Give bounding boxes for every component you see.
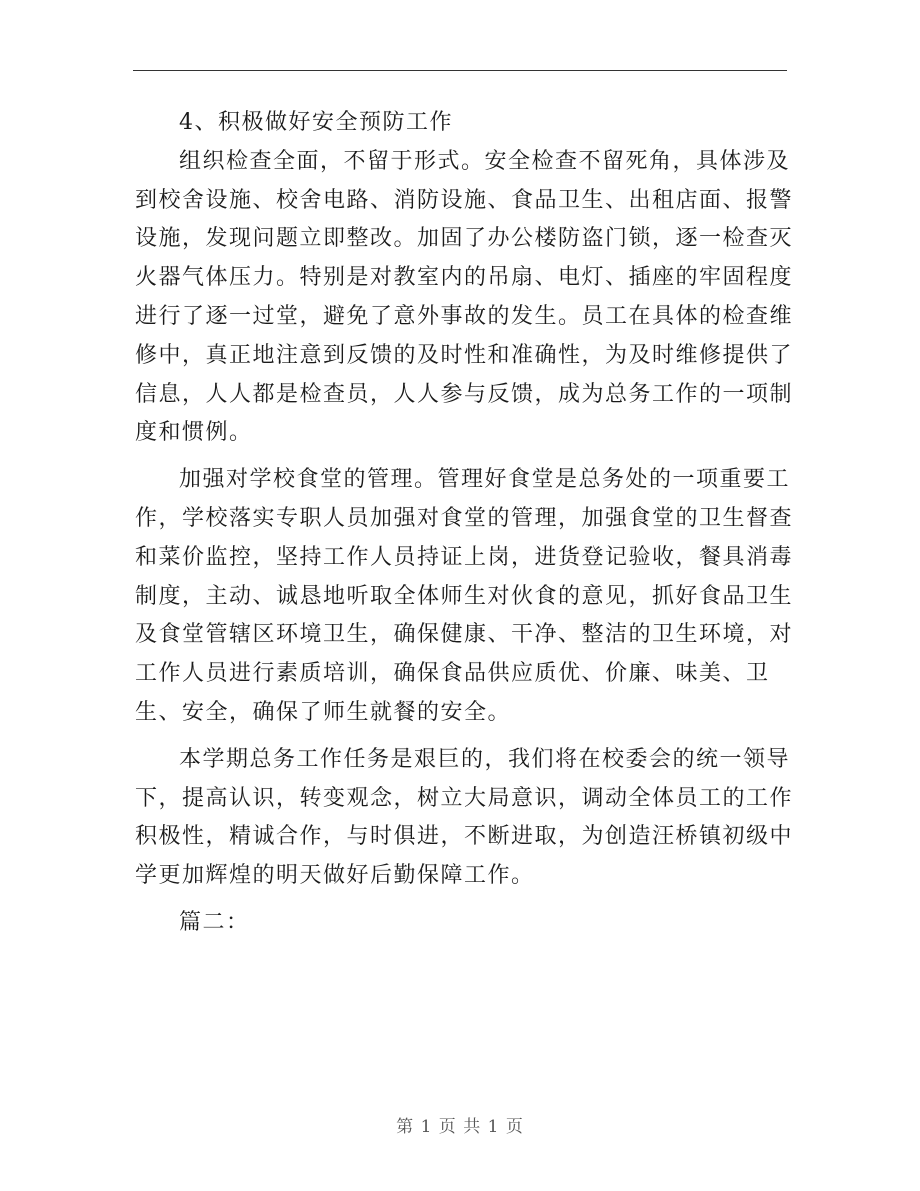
paragraph-line: 及食堂管辖区环境卫生，确保健康、干净、整洁的卫生环境，对 [135,622,794,648]
paragraph-line: 生、安全，确保了师生就餐的安全。 [135,699,512,725]
paragraph-line: 和菜价监控，坚持工作人员持证上岗，进货登记验收，餐具消毒 [135,544,794,570]
paragraph-line: 修中，真正地注意到反馈的及时性和准确性，为及时维修提供了 [135,342,794,368]
paragraph-line: 加强对学校食堂的管理。管理好食堂是总务处的一项重要工 [179,467,791,493]
page-indicator: 第 1 页 共 1 页 [396,1117,524,1137]
paragraph-line: 度和惯例。 [135,420,253,446]
paragraph-line: 信息，人人都是检查员，人人参与反馈，成为总务工作的一项制 [135,381,794,407]
paragraph-safety-inspection [135,143,794,453]
section-label: 篇二： [179,909,250,935]
header-rule [133,70,787,71]
paragraph-line: 本学期总务工作任务是艰巨的，我们将在校委会的统一领导 [179,746,791,772]
paragraph-line: 设施，发现问题立即整改。加固了办公楼防盗门锁，逐一检查灭 [135,226,794,252]
section-heading: 4、积极做好安全预防工作 [179,110,453,135]
paragraph-line: 作，学校落实专职人员加强对食堂的管理，加强食堂的卫生督查 [135,505,794,531]
paragraph-line: 组织检查全面，不留于形式。安全检查不留死角，具体涉及 [179,148,791,174]
paragraph-line: 到校舍设施、校舍电路、消防设施、食品卫生、出租店面、报警 [135,187,794,213]
paragraph-canteen-management [135,461,794,733]
paragraph-line: 下，提高认识，转变观念，树立大局意识，调动全体员工的工作 [135,785,794,811]
document-body [135,104,794,943]
paragraph-line: 火器气体压力。特别是对教室内的吊扇、电灯、插座的牢固程度 [135,265,794,291]
paragraph-line: 制度，主动、诚恳地听取全体师生对伙食的意见，抓好食品卫生 [135,583,794,609]
paragraph-line: 工作人员进行素质培训，确保食品供应质优、价廉、味美、卫 [135,661,770,687]
paragraph-line: 积极性，精诚合作，与时俱进，不断进取，为创造汪桥镇初级中 [135,824,794,850]
paragraph-semester-summary [135,741,794,896]
paragraph-line: 学更加辉煌的明天做好后勤保障工作。 [135,863,535,889]
paragraph-line: 进行了逐一过堂，避免了意外事故的发生。员工在具体的检查维 [135,303,794,329]
